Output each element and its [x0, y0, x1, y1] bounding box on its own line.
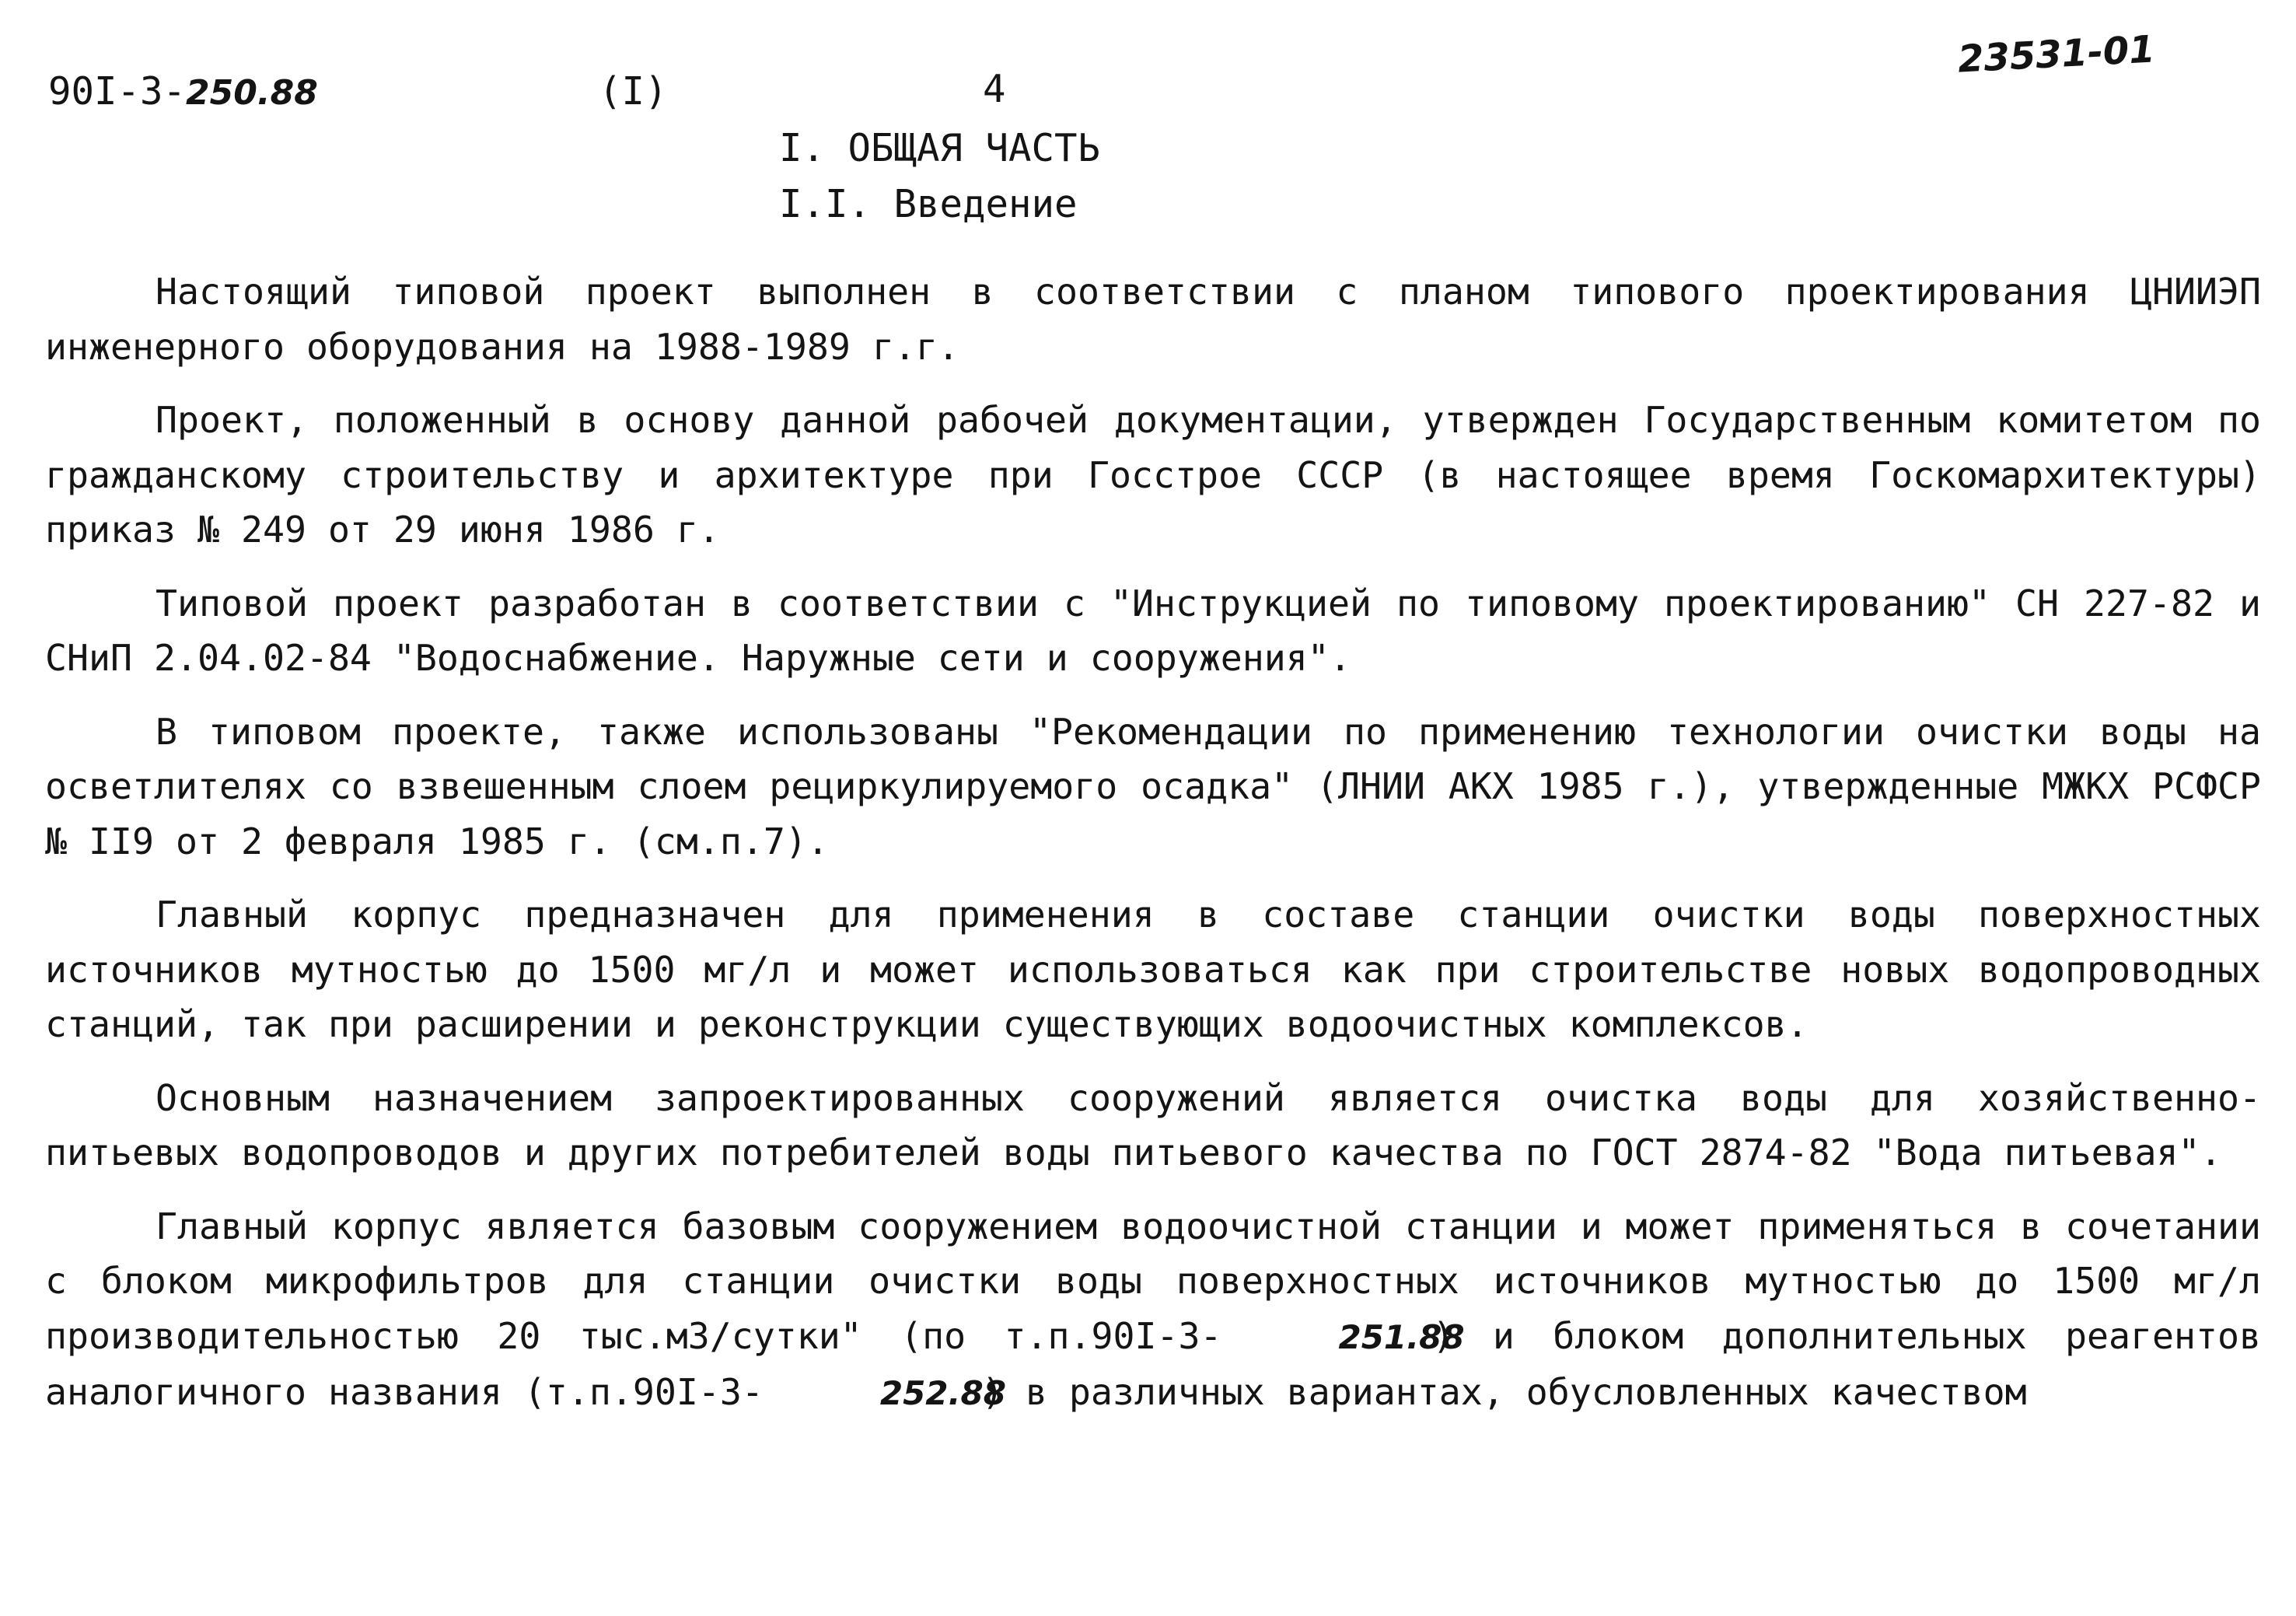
- paragraph: Основным назначением запроектированных сооружений является очистка воды для хозяйственно-питьевых водопроводов и других потребителей воды питьевого качества по ГОСТ 2874-82 "Вода питьевая".: [45, 1076, 2261, 1174]
- paragraph: Настоящий типовой проект выполнен в соответствии с планом типового проектирования ЦНИИЭП инженерного оборудования на 1988-1989 г.г.: [45, 271, 2261, 368]
- paragraph-last: [45, 1199, 2261, 1422]
- document-code-printed: 90I-3-: [48, 69, 187, 114]
- handwritten-project-number: 251.88: [1338, 1317, 1465, 1356]
- archive-number: 23531-01: [1956, 27, 2157, 82]
- paragraph-text: ) в различных вариантах, обусловленных качеством: [981, 1371, 2027, 1413]
- paragraph-text: Главный корпус является базовым сооружением водоочистной станции и может применяться в сочетании с блоком микрофильтров для станции очистки воды поверхностных источников мутностью до 1500 мг/л производительностью 20 тыс.м3/сутки" (по т.п.90I-3-: [45, 1205, 2261, 1357]
- paragraph: Главный корпус предназначен для применения в составе станции очистки воды поверхностных источников мутностью до 1500 мг/л и может использоваться как при строительстве новых водопроводных станций, так при расширении и реконструкции существующих водоочистных комплексов.: [45, 894, 2261, 1045]
- section-title: I. ОБЩАЯ ЧАСТЬ: [779, 126, 1101, 170]
- subsection-title: I.I. Введение: [779, 182, 1078, 226]
- document-code: [48, 69, 318, 114]
- page-number: 4: [983, 67, 1006, 111]
- document-code-handwritten: 250.88: [186, 73, 318, 113]
- paragraph: В типовом проекте, также использованы "Рекомендации по применению технологии очистки воды на осветлителях со взвешенным слоем рециркулируемого осадка" (ЛНИИ АКХ 1985 г.), утвержденные МЖКХ РСФСР № II9 от 2 февраля 1985 г. (см.п.7).: [45, 710, 2261, 862]
- paragraph-text: ) и блоком дополнительных реагентов аналогичного названия (т.п.90I-3-: [45, 1314, 2262, 1413]
- paragraph: Типовой проект разработан в соответствии с "Инструкцией по типовому проектированию" СН 227-82 и СНиП 2.04.02-84 "Водоснабжение. Наружные сети и сооружения".: [45, 582, 2261, 679]
- handwritten-project-number: 252.88: [879, 1374, 1006, 1412]
- document-body: [45, 264, 2261, 1422]
- paragraph: Проект, положенный в основу данной рабочей документации, утвержден Государственным комитетом по гражданскому строительству и архитектуре при Госстрое СССР (в настоящее время Госкомархитектуры) приказ № 249 от 29 июня 1986 г.: [45, 399, 2261, 551]
- section-marker: (I): [599, 69, 668, 114]
